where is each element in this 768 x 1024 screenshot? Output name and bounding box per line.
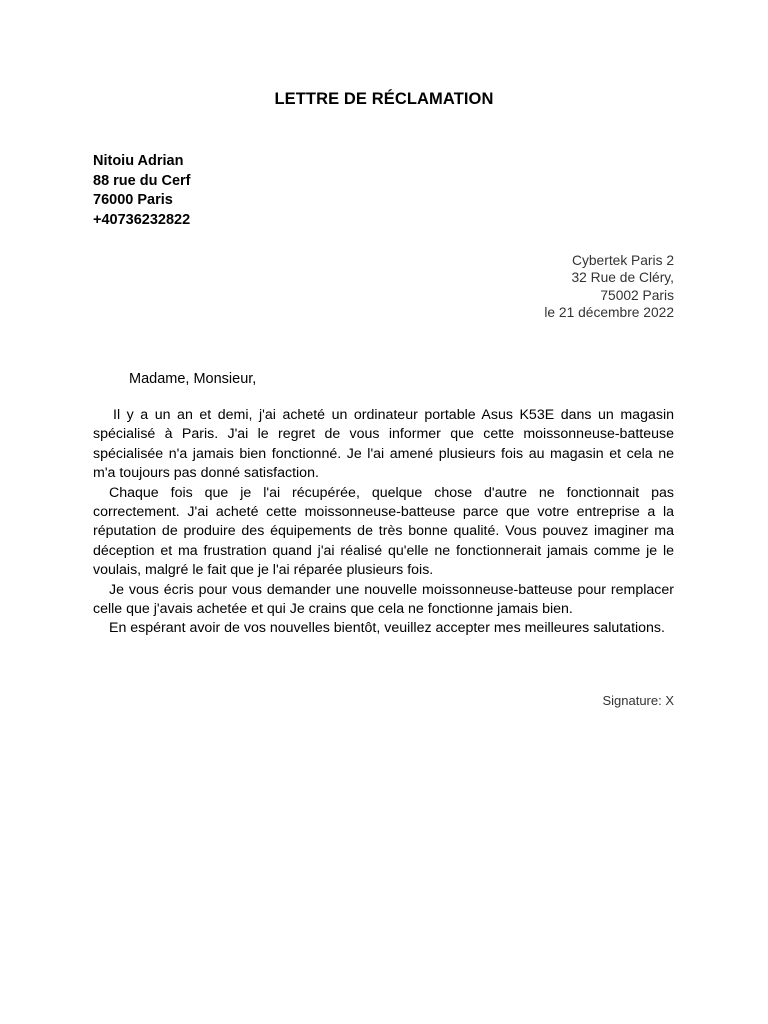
body-paragraph-2: Chaque fois que je l'ai récupérée, quelque chose d'autre ne fonctionnait pas correctement. J'ai acheté cette moissonneuse-batteuse parce que votre entreprise a la réputation de produire des équipements de très bonne qualité. Vous pouvez imaginer ma déception et ma frustration quand j'ai réalisé qu'elle ne fonctionnerait jamais comme je le voulais, malgré le fait que je l'ai réparée plusieurs fois. bbox=[93, 484, 674, 579]
signature-line: Signature: X bbox=[602, 693, 674, 708]
letter-title: LETTRE DE RÉCLAMATION bbox=[274, 90, 494, 108]
sender-city: 76000 Paris bbox=[93, 192, 173, 208]
body-paragraph-1: Il y a un an et demi, j'ai acheté un ordinateur portable Asus K53E dans un magasin spécialisé à Paris. J'ai le regret de vous informer que cette moissonneuse-batteuse spécialisée n'a jamais bien fonctionné. Je l'ai amené plusieurs fois au magasin et cela ne m'a toujours pas donné satisfaction. bbox=[93, 407, 674, 482]
body-paragraph-3: Je vous écris pour vous demander une nouvelle moissonneuse-batteuse pour remplacer celle que j'avais achetée et qui Je crains que cela ne fonctionne jamais bien. bbox=[93, 581, 674, 618]
sender-name: Nitoiu Adrian bbox=[93, 153, 184, 169]
recipient-city: 75002 Paris bbox=[600, 287, 674, 303]
letter-body bbox=[93, 406, 674, 639]
sender-street: 88 rue du Cerf bbox=[93, 172, 191, 189]
sender-phone: +40736232822 bbox=[93, 211, 191, 228]
salutation: Madame, Monsieur, bbox=[129, 371, 257, 387]
letter-date: le 21 décembre 2022 bbox=[544, 305, 674, 321]
recipient-address-block bbox=[374, 252, 674, 322]
body-paragraph-4: En espérant avoir de vos nouvelles bientôt, veuillez accepter mes meilleures salutations. bbox=[109, 620, 665, 637]
recipient-company: Cybertek Paris 2 bbox=[572, 253, 674, 268]
sender-address-block bbox=[93, 152, 191, 230]
recipient-street: 32 Rue de Cléry, bbox=[571, 270, 674, 286]
